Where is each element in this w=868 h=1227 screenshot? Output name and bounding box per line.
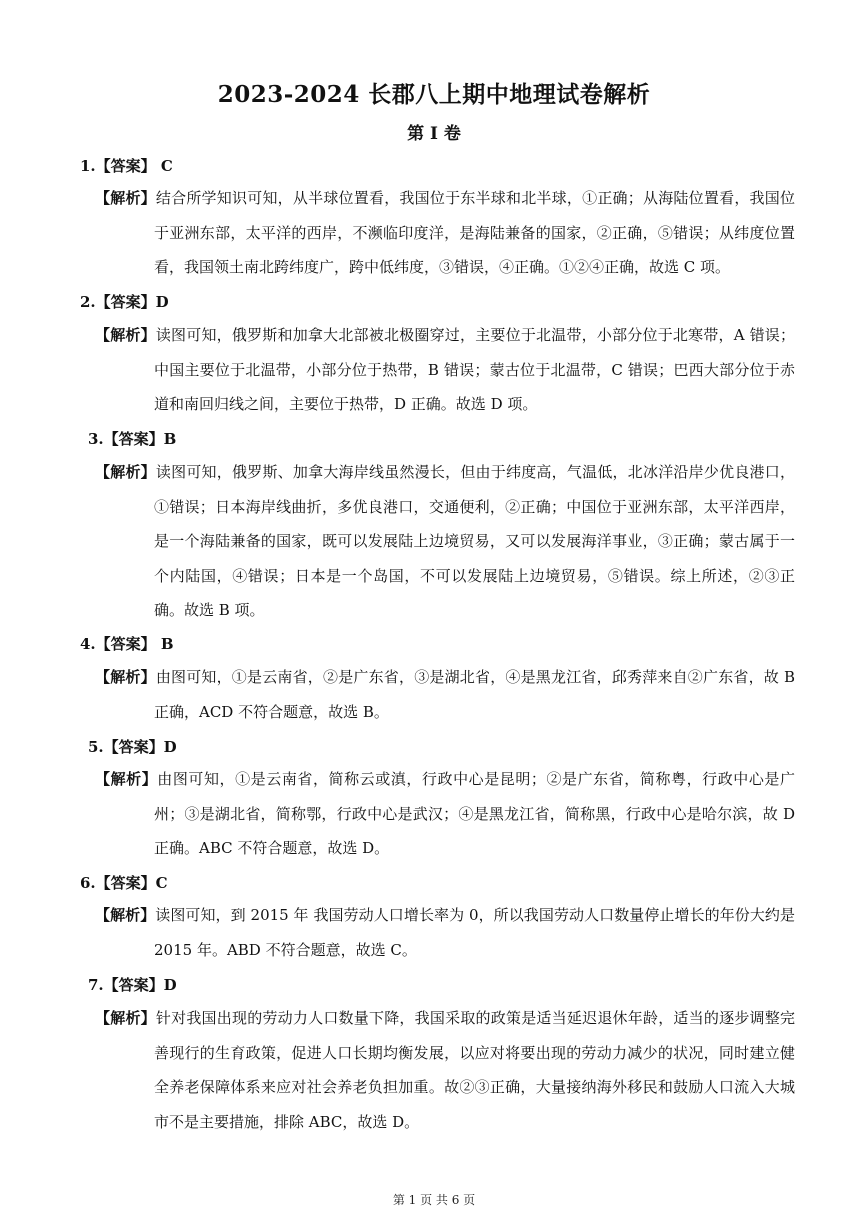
explanation-text: 由图可知，①是云南省，简称云或滇，行政中心是昆明；②是广东省，简称粤，行政中心是广州；③是湖北省，简称鄂，行政中心是武汉；④是黑龙江省，简称黑，行政中心是哈尔滨，故 D 正确。ABC 不符合题意，故选 D。 xyxy=(154,770,795,857)
explanation-1 xyxy=(95,181,795,285)
answer-5: 5.【答案】D xyxy=(88,738,177,756)
answer-4: 4.【答案】 B xyxy=(80,635,174,653)
explanation-label: 【解析】 xyxy=(95,906,156,924)
explanation-label: 【解析】 xyxy=(95,189,156,207)
explanation-text: 由图可知，①是云南省，②是广东省，③是湖北省，④是黑龙江省，邱秀萍来自②广东省，故 B 正确，ACD 不符合题意，故选 B。 xyxy=(154,668,795,721)
explanation-label: 【解析】 xyxy=(95,326,156,344)
explanation-2 xyxy=(95,318,795,422)
explanation-label: 【解析】 xyxy=(95,463,156,481)
explanation-label: 【解析】 xyxy=(95,668,156,686)
answer-1: 1.【答案】 C xyxy=(80,157,173,175)
page-title: 2023-2024 长郡八上期中地理试卷解析 xyxy=(217,81,651,108)
explanation-label: 【解析】 xyxy=(95,770,158,788)
answer-7: 7.【答案】D xyxy=(88,976,177,994)
explanation-7 xyxy=(95,1001,795,1139)
page-footer: 第 1 页 共 6 页 xyxy=(392,1193,476,1207)
explanation-6 xyxy=(95,898,795,967)
explanation-3 xyxy=(95,455,795,628)
explanation-text: 针对我国出现的劳动力人口数量下降，我国采取的政策是适当延迟退休年龄，适当的逐步调整完善现行的生育政策，促进人口长期均衡发展，以应对将要出现的劳动力减少的状况，同时建立健全养老保障体系来应对社会养老负担加重。故②③正确，大量接纳海外移民和鼓励人口流入大城市不是主要措施，排除 ABC，故选 D。 xyxy=(154,1009,795,1131)
answer-6: 6.【答案】C xyxy=(80,874,168,892)
answer-3: 3.【答案】B xyxy=(88,430,177,448)
explanation-4 xyxy=(95,660,795,729)
answer-2: 2.【答案】D xyxy=(80,293,169,311)
explanation-text: 结合所学知识可知，从半球位置看，我国位于东半球和北半球，①正确；从海陆位置看，我国位于亚洲东部，太平洋的西岸，不濒临印度洋，是海陆兼备的国家，②正确，⑤错误；从纬度位置看，我国领土南北跨纬度广，跨中低纬度，③错误，④正确。①②④正确，故选 C 项。 xyxy=(154,189,795,276)
explanation-label: 【解析】 xyxy=(95,1009,156,1027)
explanation-text: 读图可知，到 2015 年 我国劳动人口增长率为 0，所以我国劳动人口数量停止增长的年份大约是 2015 年。ABD 不符合题意，故选 C。 xyxy=(154,906,795,959)
explanation-5 xyxy=(95,762,795,866)
explanation-text: 读图可知，俄罗斯和加拿大北部被北极圈穿过，主要位于北温带，小部分位于北寒带，A 错误；中国主要位于北温带，小部分位于热带，B 错误；蒙古位于北温带，C 错误；巴西大部分位于赤道和南回归线之间，主要位于热带，D 正确。故选 D 项。 xyxy=(154,326,795,413)
section-title: 第 I 卷 xyxy=(407,124,461,144)
explanation-text: 读图可知，俄罗斯、加拿大海岸线虽然漫长，但由于纬度高，气温低，北冰洋沿岸少优良港口，①错误；日本海岸线曲折，多优良港口，交通便利，②正确；中国位于亚洲东部，太平洋西岸，是一个海陆兼备的国家，既可以发展陆上边境贸易，又可以发展海洋事业，③正确；蒙古属于一个内陆国，④错误；日本是一个岛国，不可以发展陆上边境贸易，⑤错误。综上所述，②③正确。故选 B 项。 xyxy=(154,463,795,619)
